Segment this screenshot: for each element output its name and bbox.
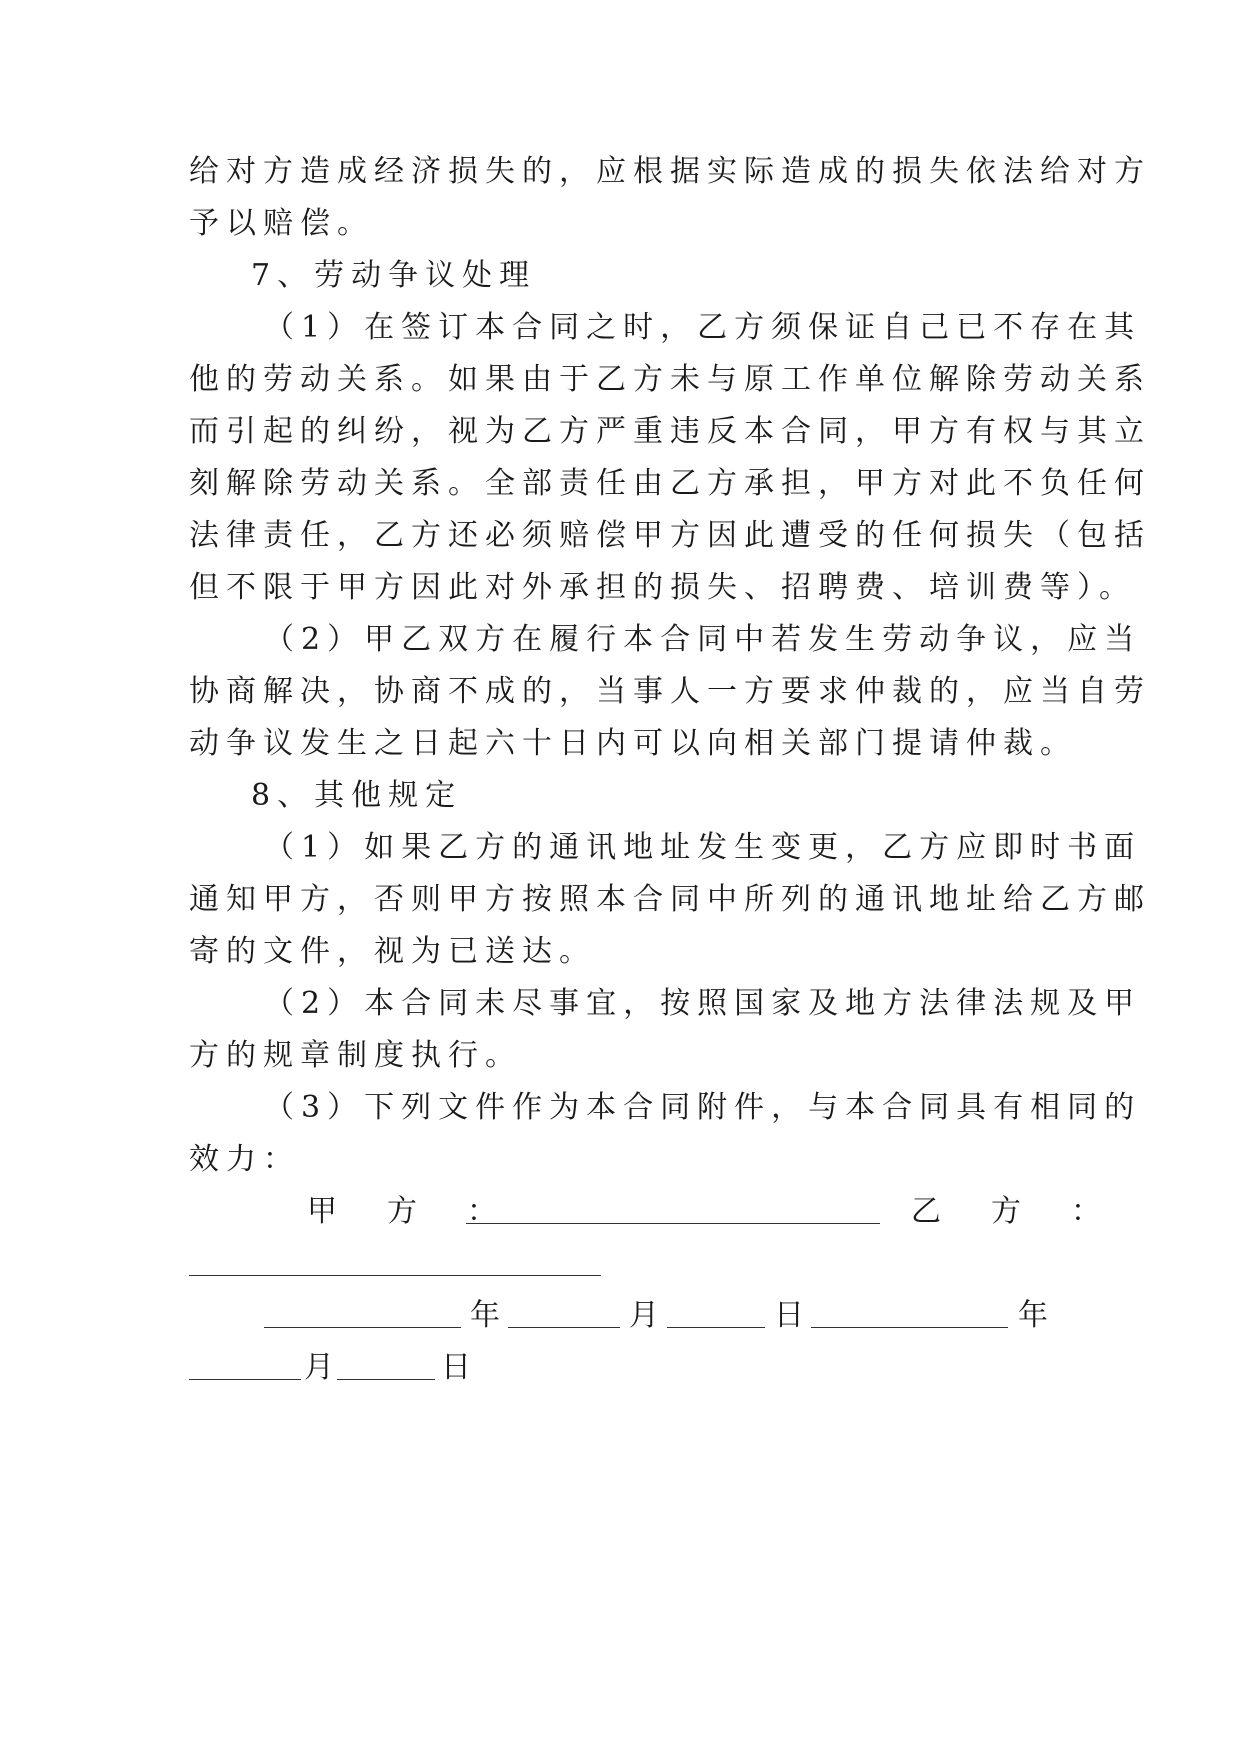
party-a-month-label: 月 bbox=[629, 1298, 659, 1333]
paragraph-line: （2）本合同未尽事宜，按照国家及地方法律法规及甲 bbox=[264, 986, 1142, 1021]
paragraph-line: 寄的文件，视为已送达。 bbox=[189, 934, 596, 969]
paragraph-line: 动争议发生之日起六十日内可以向相关部门提请仲裁。 bbox=[189, 726, 1077, 761]
party-a-year-label: 年 bbox=[470, 1298, 500, 1333]
paragraph-line: （1）在签订本合同之时，乙方须保证自己已不存在其 bbox=[264, 310, 1142, 345]
section-heading: 7、劳动争议处理 bbox=[251, 258, 537, 293]
paragraph-line: 他的劳动关系。如果由于乙方未与原工作单位解除劳动关系 bbox=[189, 362, 1151, 397]
party-a-day-line bbox=[667, 1326, 765, 1328]
paragraph-line: （1）如果乙方的通讯地址发生变更，乙方应即时书面 bbox=[264, 830, 1142, 865]
paragraph-line: 给对方造成经济损失的，应根据实际造成的损失依法给对方 bbox=[189, 154, 1151, 189]
paragraph-line: 法律责任，乙方还必须赔偿甲方因此遭受的任何损失（包括 bbox=[189, 518, 1151, 553]
party-a-year-line bbox=[264, 1326, 461, 1328]
party-b-year-line bbox=[811, 1326, 1008, 1328]
paragraph-line: （2）甲乙双方在履行本合同中若发生劳动争议，应当 bbox=[264, 622, 1142, 657]
party-b-year-label: 年 bbox=[1018, 1298, 1048, 1333]
paragraph-line: 效力： bbox=[189, 1142, 300, 1177]
paragraph-line: （3）下列文件作为本合同附件，与本合同具有相同的 bbox=[264, 1090, 1142, 1125]
party-a-month-line bbox=[508, 1326, 620, 1328]
paragraph-line: 但不限于甲方因此对外承担的损失、招聘费、培训费等）。 bbox=[189, 570, 1136, 605]
party-b-day-label: 日 bbox=[441, 1350, 471, 1385]
paragraph-line: 通知甲方，否则甲方按照本合同中所列的通讯地址给乙方邮 bbox=[189, 882, 1151, 917]
party-a-label: 甲 方 ： bbox=[307, 1194, 507, 1229]
paragraph-line: 协商解决，协商不成的，当事人一方要求仲裁的，应当自劳 bbox=[189, 674, 1151, 709]
party-a-signature-line bbox=[466, 1222, 880, 1224]
party-b-signature-line bbox=[189, 1274, 601, 1276]
party-b-month-label: 月 bbox=[304, 1350, 334, 1385]
party-b-day-line bbox=[337, 1378, 435, 1380]
paragraph-line: 而引起的纠纷，视为乙方严重违反本合同，甲方有权与其立 bbox=[189, 414, 1151, 449]
party-b-month-line bbox=[189, 1378, 301, 1380]
paragraph-line: 方的规章制度执行。 bbox=[189, 1038, 522, 1073]
party-a-day-label: 日 bbox=[774, 1298, 804, 1333]
section-heading: 8、其他规定 bbox=[251, 778, 463, 813]
paragraph-line: 予以赔偿。 bbox=[189, 206, 374, 241]
party-b-label: 乙 方 ： bbox=[911, 1194, 1111, 1229]
paragraph-line: 刻解除劳动关系。全部责任由乙方承担，甲方对此不负任何 bbox=[189, 466, 1151, 501]
